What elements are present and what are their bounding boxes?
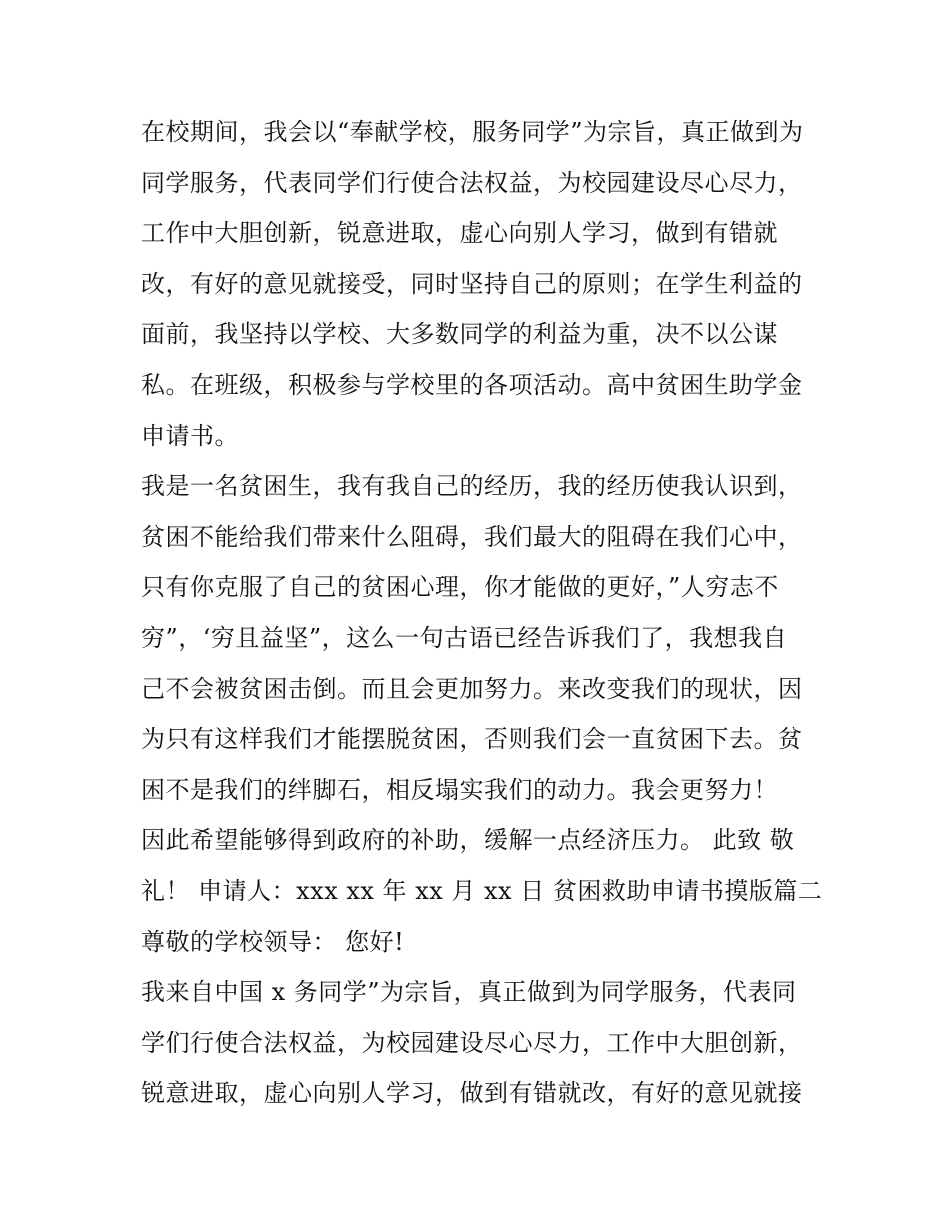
text-line: 己不会被贫困击倒。而且会更加努力。来改变我们的现状，因	[141, 674, 803, 703]
text-line: 因此希望能够得到政府的补助，缓解一点经济压力。 此致 敬	[141, 826, 795, 855]
text-line: 学们行使合法权益，为校园建设尽心尽力，工作中大胆创新，	[141, 1028, 803, 1057]
text-line: 面前，我坚持以学校、大多数同学的利益为重，决不以公谋	[141, 320, 778, 349]
text-line: 工作中大胆创新，锐意进取，虚心向别人学习，做到有错就	[141, 219, 778, 248]
text-line: 为只有这样我们才能摆脱贫困，否则我们会一直贫困下去。贫	[141, 725, 803, 754]
text-line: 改，有好的意见就接受，同时坚持自己的原则；在学生利益的	[141, 269, 803, 298]
text-line: 申请书。	[141, 421, 239, 450]
text-line: 尊敬的学校领导： 您好!	[141, 927, 405, 956]
text-line: 同学服务，代表同学们行使合法权益，为校园建设尽心尽力，	[141, 168, 803, 197]
text-line: 只有你克服了自己的贫困心理，你才能做的更好，”人穷志不	[141, 573, 779, 602]
text-line: 私。在班级，积极参与学校里的各项活动。高中贫困生助学金	[141, 370, 803, 399]
text-line: 锐意进取，虚心向别人学习，做到有错就改，有好的意见就接	[141, 1079, 803, 1108]
body-text	[141, 107, 821, 1119]
text-line: 贫困不能给我们带来什么阻碍，我们最大的阻碍在我们心中，	[141, 522, 803, 551]
text-line: 困不是我们的绊脚石，相反塌实我们的动力。我会更努力！	[141, 775, 778, 804]
text-line: 礼！ 申请人：xxx xx 年 xx 月 xx 日 贫困救助申请书摸版篇二	[141, 876, 823, 905]
text-line: 穷”，‘穷且益坚”，这么一句古语已经告诉我们了，我想我自	[141, 623, 788, 652]
text-line: 我是一名贫困生，我有我自己的经历，我的经历使我认识到，	[141, 472, 803, 501]
text-line: 我来自中国 x 务同学”为宗旨，真正做到为同学服务，代表同	[141, 978, 797, 1007]
text-line: 在校期间，我会以“奉献学校，服务同学”为宗旨，真正做到为	[141, 118, 804, 146]
